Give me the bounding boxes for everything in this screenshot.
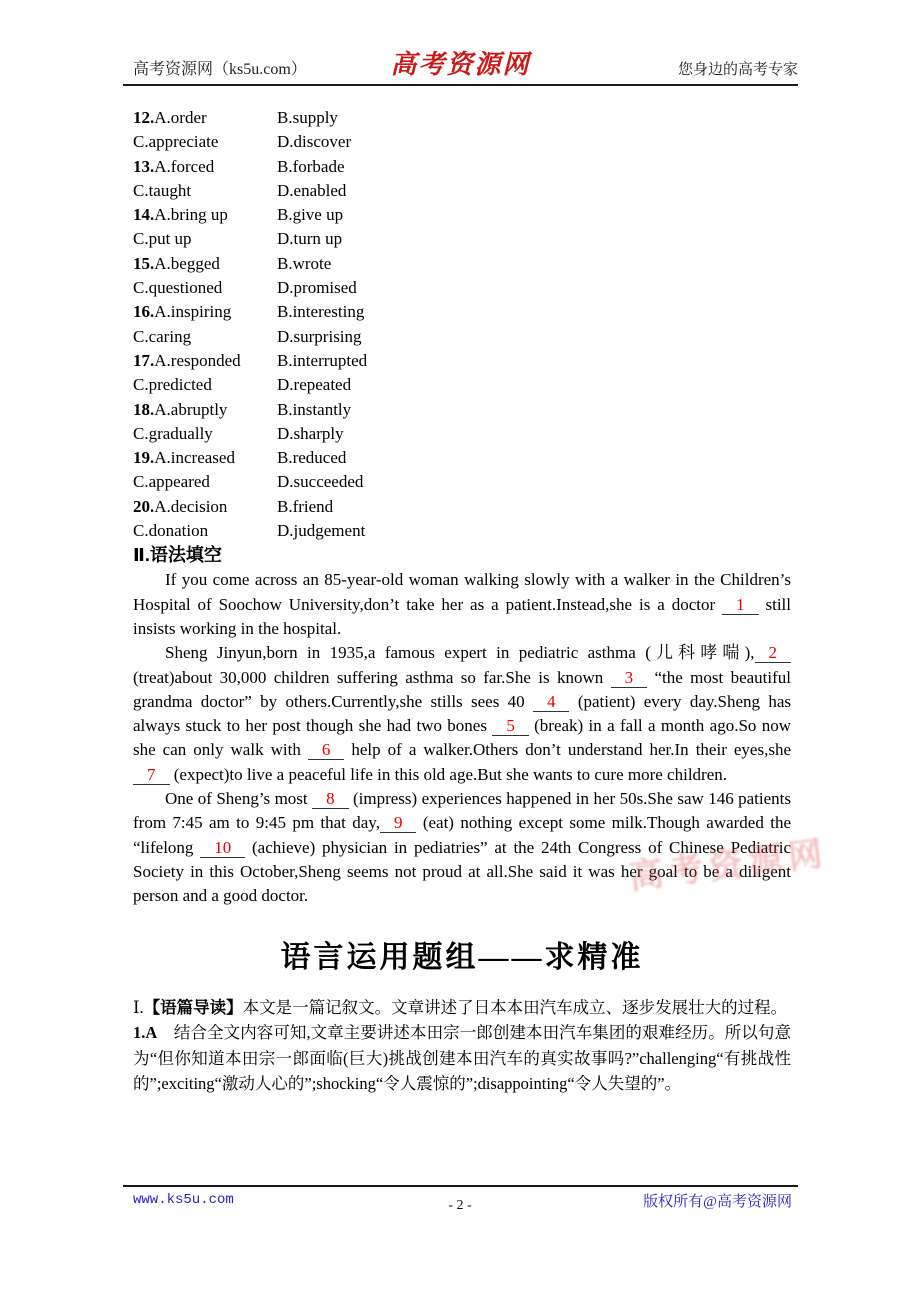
unit-title: 语言运用题组——求精准 — [280, 940, 644, 974]
option-d: D.turn up — [277, 229, 343, 249]
gap-blank-number: 3 — [624, 667, 634, 687]
question-number: 17. — [133, 350, 155, 370]
gap-blank-7 — [133, 765, 170, 785]
option-b: B.give up — [277, 205, 344, 225]
option-row-q20-cd — [133, 519, 791, 543]
gap-blank-5 — [492, 716, 529, 736]
option-c: C.put up — [133, 229, 192, 249]
option-a: 14.A.bring up — [133, 205, 228, 225]
mcq-options-section — [133, 106, 791, 543]
question-number: 18. — [133, 399, 155, 419]
gap-blank-8 — [312, 789, 349, 809]
text-segment: One of Sheng’s most — [165, 789, 313, 809]
option-c: C.taught — [133, 180, 192, 200]
option-d: D.repeated — [277, 375, 352, 395]
passage-paragraph-2 — [133, 641, 791, 787]
option-c: C.caring — [133, 326, 192, 346]
text-segment: “the most beautiful grandma doctor” by others.Currently,she stills sees 40 — [133, 667, 791, 711]
gap-blank-number: 5 — [506, 716, 515, 736]
question-number: 13. — [133, 156, 155, 176]
analysis-question-1 — [133, 1020, 791, 1097]
option-a: 20.A.decision — [133, 496, 228, 516]
question-number: 12. — [133, 108, 155, 127]
option-a: 17.A.responded — [133, 350, 241, 370]
gap-blank-number: 10 — [214, 837, 232, 857]
text-segment: 1.A — [133, 1023, 158, 1042]
option-a: 19.A.increased — [133, 448, 235, 468]
option-a: 15.A.begged — [133, 253, 220, 273]
option-a: 18.A.abruptly — [133, 399, 228, 419]
gap-blank-9 — [380, 813, 417, 833]
footer-divider — [123, 1185, 798, 1187]
option-d: D.succeeded — [277, 472, 364, 492]
document-body — [133, 106, 791, 1097]
option-d: D.promised — [277, 278, 357, 298]
section-heading-grammar-fill: Ⅱ.语法填空 — [133, 545, 222, 566]
option-b: B.instantly — [277, 399, 352, 419]
option-c: C.appreciate — [133, 132, 219, 152]
option-row-q12-cd — [133, 130, 791, 154]
option-b: B.forbade — [277, 156, 345, 176]
option-c: C.gradually — [133, 423, 213, 443]
question-number: 16. — [133, 302, 155, 322]
text-segment: (treat)about 30,000 children suffering asthma so far.She is known — [133, 667, 611, 687]
option-d: D.sharply — [277, 423, 344, 443]
page-number: - 2 - — [448, 1198, 472, 1213]
option-row-q16-cd — [133, 325, 791, 349]
text-segment: (break) in a fall a month ago.So now she can only walk with — [133, 716, 792, 760]
gap-blank-number: 9 — [393, 813, 403, 833]
option-row-q17-cd — [133, 373, 791, 397]
header-slogan: 您身边的高考专家 — [677, 62, 798, 78]
gap-blank-number: 1 — [736, 594, 745, 614]
option-row-q20-ab — [133, 495, 791, 519]
option-row-q18-ab — [133, 398, 791, 422]
option-a: 13.A.forced — [133, 156, 215, 176]
option-row-q19-ab — [133, 446, 791, 470]
analysis-intro — [133, 995, 791, 1021]
footer-copyright-link[interactable]: 版权所有@高考资源网 — [643, 1194, 792, 1210]
option-b: B.friend — [277, 496, 334, 516]
gap-blank-3 — [611, 668, 648, 688]
question-number: 20. — [133, 496, 155, 516]
option-row-q14-cd — [133, 227, 791, 251]
option-d: D.surprising — [277, 326, 362, 346]
gap-blank-number: 4 — [546, 691, 556, 711]
text-segment: 结合全文内容可知,文章主要讲述本田宗一郎创建本田汽车集团的艰难经历。所以句意为“但你知道本田宗一郎面临(巨大)挑战创建本田汽车的真实故事吗?”challenging“有挑战性的”;exciting“激动人心的”;shocking“令人震惊的”;disappointing“令人失望的”。 — [133, 1023, 791, 1093]
gap-blank-6 — [308, 740, 345, 760]
option-row-q13-ab — [133, 155, 791, 179]
watermark-stamp: 高考资源网 — [627, 835, 831, 897]
passage-paragraph-3 — [133, 787, 791, 908]
option-row-q15-ab — [133, 252, 791, 276]
text-segment: (eat) nothing except some milk.Though awarded the “lifelong — [133, 813, 791, 857]
gap-blank-number: 2 — [768, 643, 777, 663]
header-site-name: 高考资源网（ks5u.com） — [133, 61, 307, 78]
text-segment: 本文是一篇记叙文。文章讲述了日本本田汽车成立、逐步发展壮大的过程。 — [242, 997, 788, 1017]
option-row-q13-cd — [133, 179, 791, 203]
question-number: 14. — [133, 205, 155, 225]
text-segment: 【语篇导读】 — [143, 997, 243, 1017]
option-d: D.enabled — [277, 180, 347, 200]
gap-blank-1 — [722, 595, 759, 615]
option-row-q19-cd — [133, 470, 791, 494]
option-row-q16-ab — [133, 300, 791, 324]
option-c: C.questioned — [133, 278, 223, 298]
option-d: D.judgement — [277, 521, 366, 541]
gap-blank-10 — [200, 838, 245, 858]
option-row-q18-cd — [133, 422, 791, 446]
text-segment: (expect)to live a peaceful life in this old age.But she wants to cure more children. — [169, 764, 727, 784]
text-segment: Sheng Jinyun,born in 1935,a famous expert in pediatric asthma (儿科哮喘), — [165, 643, 755, 663]
question-number: 15. — [133, 253, 155, 273]
gap-blank-number: 6 — [321, 740, 331, 760]
question-number: 19. — [133, 448, 155, 468]
option-row-q14-ab — [133, 203, 791, 227]
option-row-q17-ab — [133, 349, 791, 373]
gap-blank-4 — [533, 692, 570, 712]
option-b: B.interesting — [277, 302, 365, 322]
text-segment: If you come across an 85-year-old woman walking slowly with a walker in the Children’s Hospital of Soochow University,don’t take her as a patient.Instead,she is a doctor — [133, 570, 791, 614]
gap-blank-2 — [755, 643, 792, 663]
option-a: 16.A.inspiring — [133, 302, 232, 322]
option-b: B.interrupted — [277, 350, 368, 370]
option-row-q12-ab — [133, 106, 791, 130]
text-segment: (achieve) physician in pediatries” at the 24th Congress of Chinese Pediatric Society in this October,Sheng seems not proud at all.She said it was her goal to be a diligent person and a good doctor. — [133, 837, 792, 906]
option-d: D.discover — [277, 132, 352, 152]
gap-blank-number: 7 — [147, 764, 156, 784]
text-segment: (patient) every day.Sheng has always stuck to her post though she had two bones — [133, 691, 792, 736]
text-segment: still insists working in the hospital. — [133, 594, 792, 638]
passage-paragraph-1 — [133, 568, 791, 641]
option-b: B.wrote — [277, 253, 332, 273]
text-segment: Ⅰ. — [133, 997, 144, 1017]
text-segment: (impress) experiences happened in her 50s.She saw 146 patients from 7:45 am to 9:45 pm that day, — [133, 789, 791, 833]
option-c: C.predicted — [133, 375, 212, 395]
text-segment: help of a walker.Others don’t understand her.In their eyes,she — [344, 740, 791, 760]
gap-blank-number: 8 — [326, 789, 335, 809]
option-a: 12.A.order — [133, 108, 207, 127]
option-c: C.donation — [133, 521, 209, 541]
option-b: B.supply — [277, 108, 338, 127]
footer-site-link[interactable]: www.ks5u.com — [133, 1192, 234, 1208]
header-logo: 高考资源网 — [390, 50, 531, 79]
option-c: C.appeared — [133, 472, 210, 492]
option-b: B.reduced — [277, 448, 347, 468]
page-header — [123, 38, 798, 86]
option-row-q15-cd — [133, 276, 791, 300]
